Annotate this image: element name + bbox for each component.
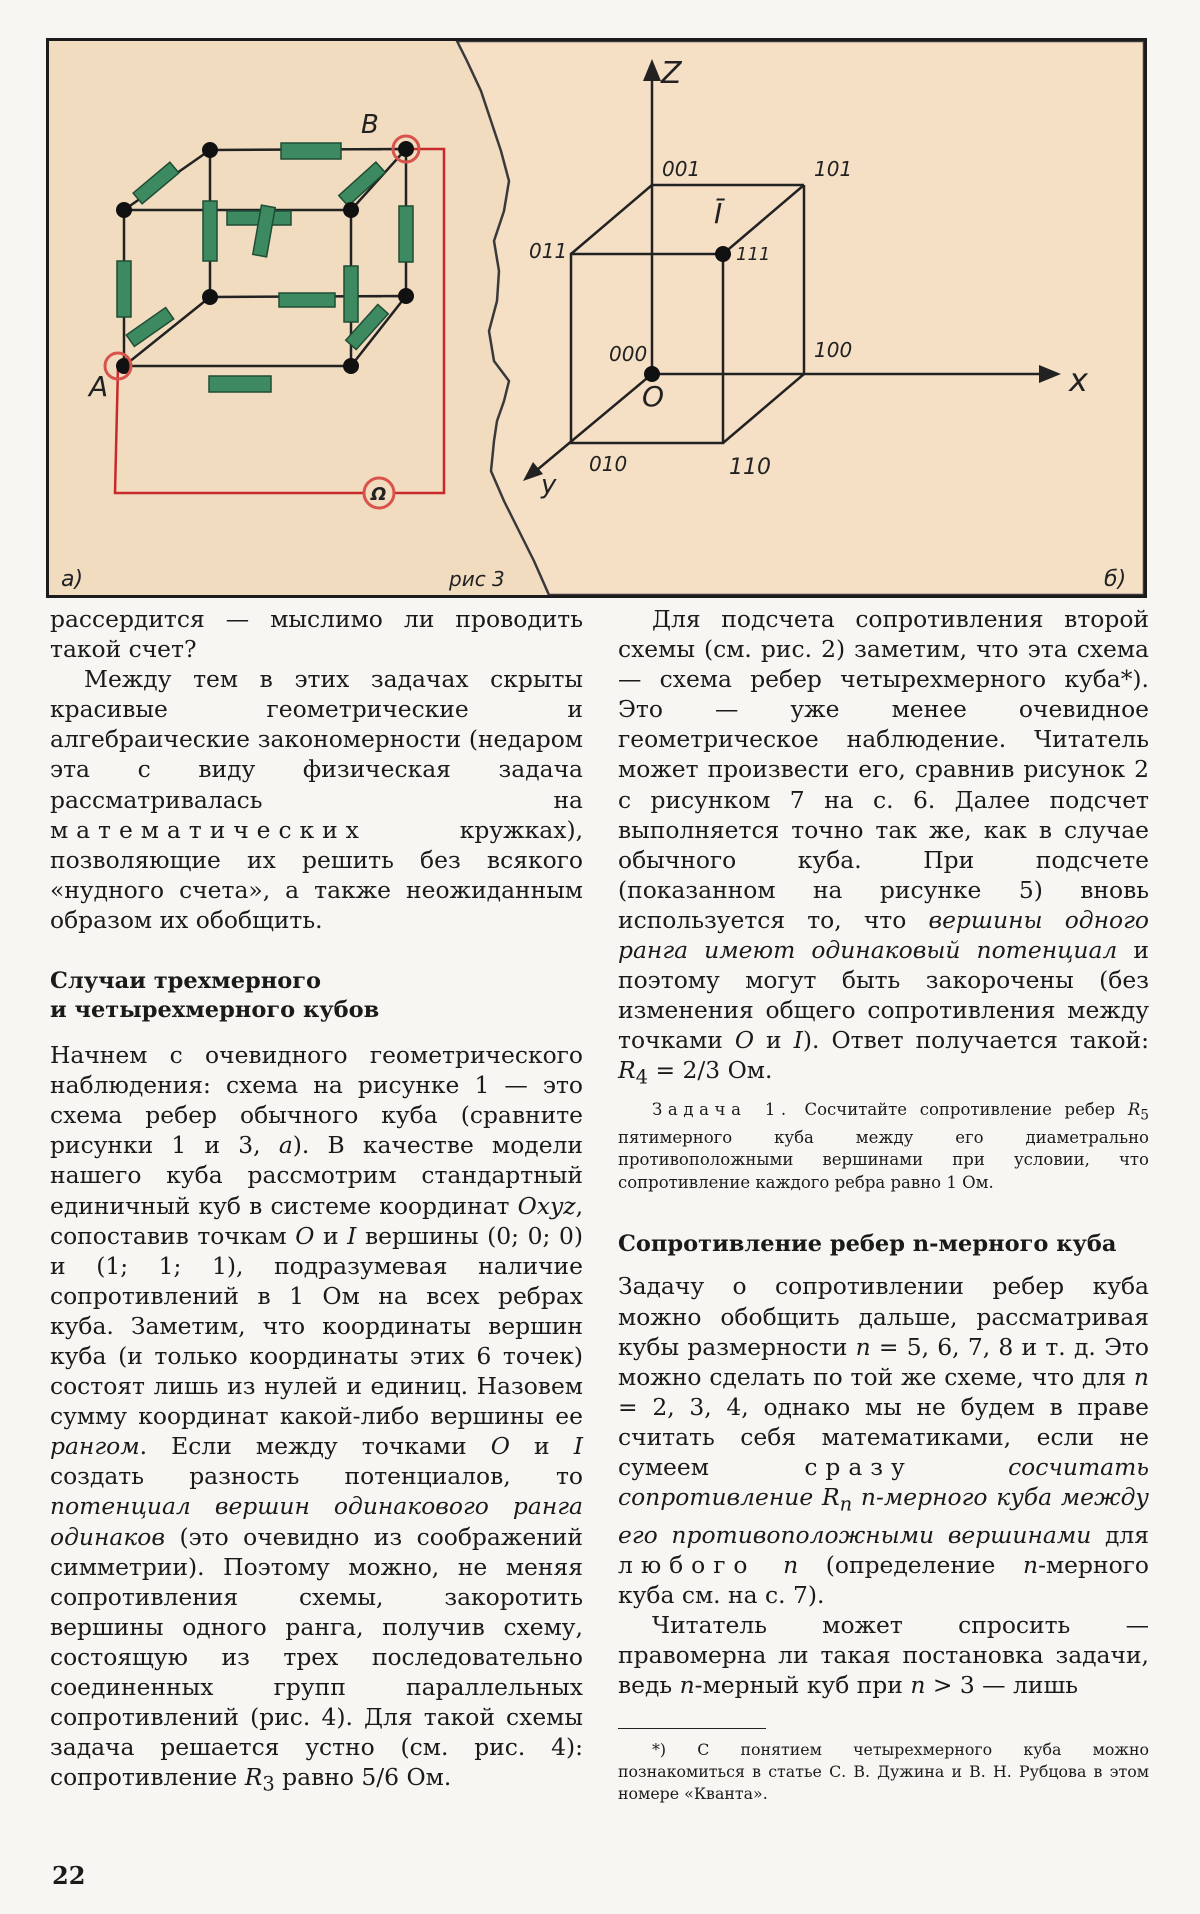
italic-text: n [783,1550,799,1579]
label-111: 111 [736,244,771,265]
text: (это очевидно из соображений симметрии). Поэтому можно, не меняя сопротивления схемы, закоротить вершины одного ранга, получив схему, состоящую из трех последовательно соединенных групп параллельных сопротивлений (рис. 4). Для такой схемы задача решается устно (см. рис. 4): сопротивление [50,1522,583,1792]
italic-text: сосчитать сопротивление [618,1453,1150,1512]
panel-b-label: б) [1104,567,1127,592]
italic-text: а [278,1131,293,1160]
text [755,1551,783,1579]
italic-text: O [490,1432,510,1461]
paragraph-question [618,1610,1149,1700]
italic-text: рангом [50,1432,140,1461]
label-011: 011 [529,239,568,263]
text: , сопоставив точкам [50,1191,583,1250]
text: создать разность потенциалов, то [50,1462,583,1491]
italic-text: вершины одного ранга имеют одинаковый потенциал [618,905,1149,965]
italic-text: потенциал вершин одинакового ранга одинаков [50,1492,583,1551]
italic-text: n-мерного куба между его противоположными вершинами [618,1483,1149,1549]
spaced-text: сразу [804,1453,913,1482]
text: ). В качестве модели нашего куба рассмотрим стандартный единичный куб в системе координат [50,1131,583,1220]
axis-z-label: Z [661,56,682,91]
subscript: 3 [262,1772,275,1796]
text: . Если между точками [139,1432,491,1461]
text: Начнем с очевидного геометрического наблюдения: схема на рисунке 1 — это схема ребер обычного куба (сравните рисунки 1 и 3, [50,1041,583,1160]
heading-line-2: и четырехмерного кубов [50,997,380,1024]
text: Сосчитайте сопротивление ребер [791,1100,1128,1120]
italic-text: O [295,1221,315,1250]
label-110: 110 [729,455,771,480]
italic-text: I [347,1221,357,1250]
text: и [754,1026,794,1055]
label-origin: O [642,380,665,413]
paragraph-intro-end: рассердится — мыслимо ли проводить такой счет? [50,605,583,664]
text: -мерного куба см. на с. 7). [618,1550,1150,1610]
torn-edge [457,41,1144,595]
text: = 2, 3, 4, однако мы не будем в праве считать себя математиками, если не сумеем [618,1392,1149,1482]
text: ). Ответ получается такой: [802,1026,1149,1055]
figure-caption: рис 3 [449,567,505,591]
italic-text: R [618,1056,636,1085]
panel-a-label: а) [61,567,84,592]
paragraph-regularities [50,664,583,935]
axis-x-label: x [1069,361,1088,399]
paragraph-4d-cube [618,604,1149,1093]
italic-text: n [1133,1362,1149,1391]
text: равно 5/6 Ом. [274,1763,452,1792]
subscript: 4 [635,1066,649,1090]
subscript: 5 [1140,1107,1150,1124]
text: кружках), позволяющие их решить без всякого «нудного счета», а также неожиданным образом их обобщить. [50,815,583,934]
italic-text: I [793,1026,803,1055]
text: Задачу о сопротивлении ребер куба можно обобщить дальше, рассматривая кубы размерности [618,1272,1149,1361]
axis-y-label: y [541,470,557,500]
label-b: B [361,110,379,140]
italic-text: n [679,1671,695,1700]
text: -мерный куб при [694,1671,911,1700]
figure-3 [46,38,1147,598]
text: и поэтому могут быть закорочены (без изменения общего сопротивления между точками [618,936,1150,1055]
label-010: 010 [589,452,628,476]
text: = 5, 6, 7, 8 и т. д. Это можно сделать по той же схеме, что для [618,1332,1149,1391]
text: Для подсчета сопротивления второй схемы (см. рис. 2) заметим, что эта схема — схема ребер четырехмерного куба*). Это — уже менее очевидное геометрическое наблюдение. Читатель может произвести его, сравнив рисунок 2 с рисунком 7 на с. 6. Далее подсчет выполняется точно так же, как в случае обычного куба. При подсчете (показанном на рисунке 5) вновь используется то, что [618,605,1149,934]
text: вершины (0; 0; 0) и (1; 1; 1), подразумевая наличие сопротивлений в 1 Ом на всех ребрах куба. Заметим, что координаты вершин куба (и только координаты этих 6 точек) состоят лишь из нулей и единиц. Назовем сумму координат какой-либо вершины ее [50,1221,583,1431]
label-001: 001 [662,157,701,181]
text: = 2/3 Ом. [648,1056,773,1085]
spaced-text: любого [618,1550,756,1579]
figure-3-drawing [49,41,1144,595]
label-a: A [89,370,109,403]
footnote: *) С понятием четырехмерного куба можно познакомиться в статье С. В. Дужина и В. Н. Рубцова в этом номере «Кванта». [618,1740,1149,1804]
resistors-a [117,143,413,392]
text: > 3 — лишь [925,1671,1078,1700]
text: для [1091,1520,1149,1549]
italic-text: R [821,1483,840,1512]
label-000: 000 [609,342,648,366]
right-column [618,604,1149,1805]
heading-n-cube: Сопротивление ребер n-мерного куба [618,1231,1117,1258]
footnote-rule [618,1728,766,1729]
text: Читатель может спросить — правомерна ли такая постановка задачи, ведь [618,1611,1149,1700]
page-number: 22 [52,1861,86,1890]
italic-text: R [1127,1100,1141,1120]
italic-text: Oxyz [517,1191,576,1220]
task-1 [618,1099,1149,1194]
label-top: Ī [714,197,723,230]
label-omega: Ω [371,484,387,505]
italic-text: O [734,1026,755,1055]
label-100: 100 [814,338,853,362]
vertex-top [715,246,731,262]
italic-text: n [855,1332,871,1361]
subscript: n [839,1492,853,1516]
text: Между тем в этих задачах скрыты красивые геометрические и алгебраические закономерности (недаром эта с виду физическая задача рассматривалась на [50,665,583,814]
paragraph-cube-model [50,1040,583,1800]
text: (определение [798,1550,1023,1579]
heading-line-1: Случаи трехмерного [50,968,322,995]
text: пятимерного куба между его диаметрально противоположными вершинами при условии, что сопротивление каждого ребра равно 1 Ом. [618,1127,1149,1192]
text: и [509,1432,574,1461]
spaced-text: математических [50,815,367,844]
left-column [50,604,583,1800]
italic-text: R [244,1763,263,1792]
label-101: 101 [814,157,853,181]
italic-text: n [910,1671,926,1700]
heading-3d-4d [50,967,583,1025]
italic-text: I [573,1432,583,1461]
italic-text: n [1023,1550,1039,1579]
paragraph-n-cube [618,1271,1149,1610]
task-label: Задача 1. [652,1100,792,1120]
text: и [314,1221,348,1250]
